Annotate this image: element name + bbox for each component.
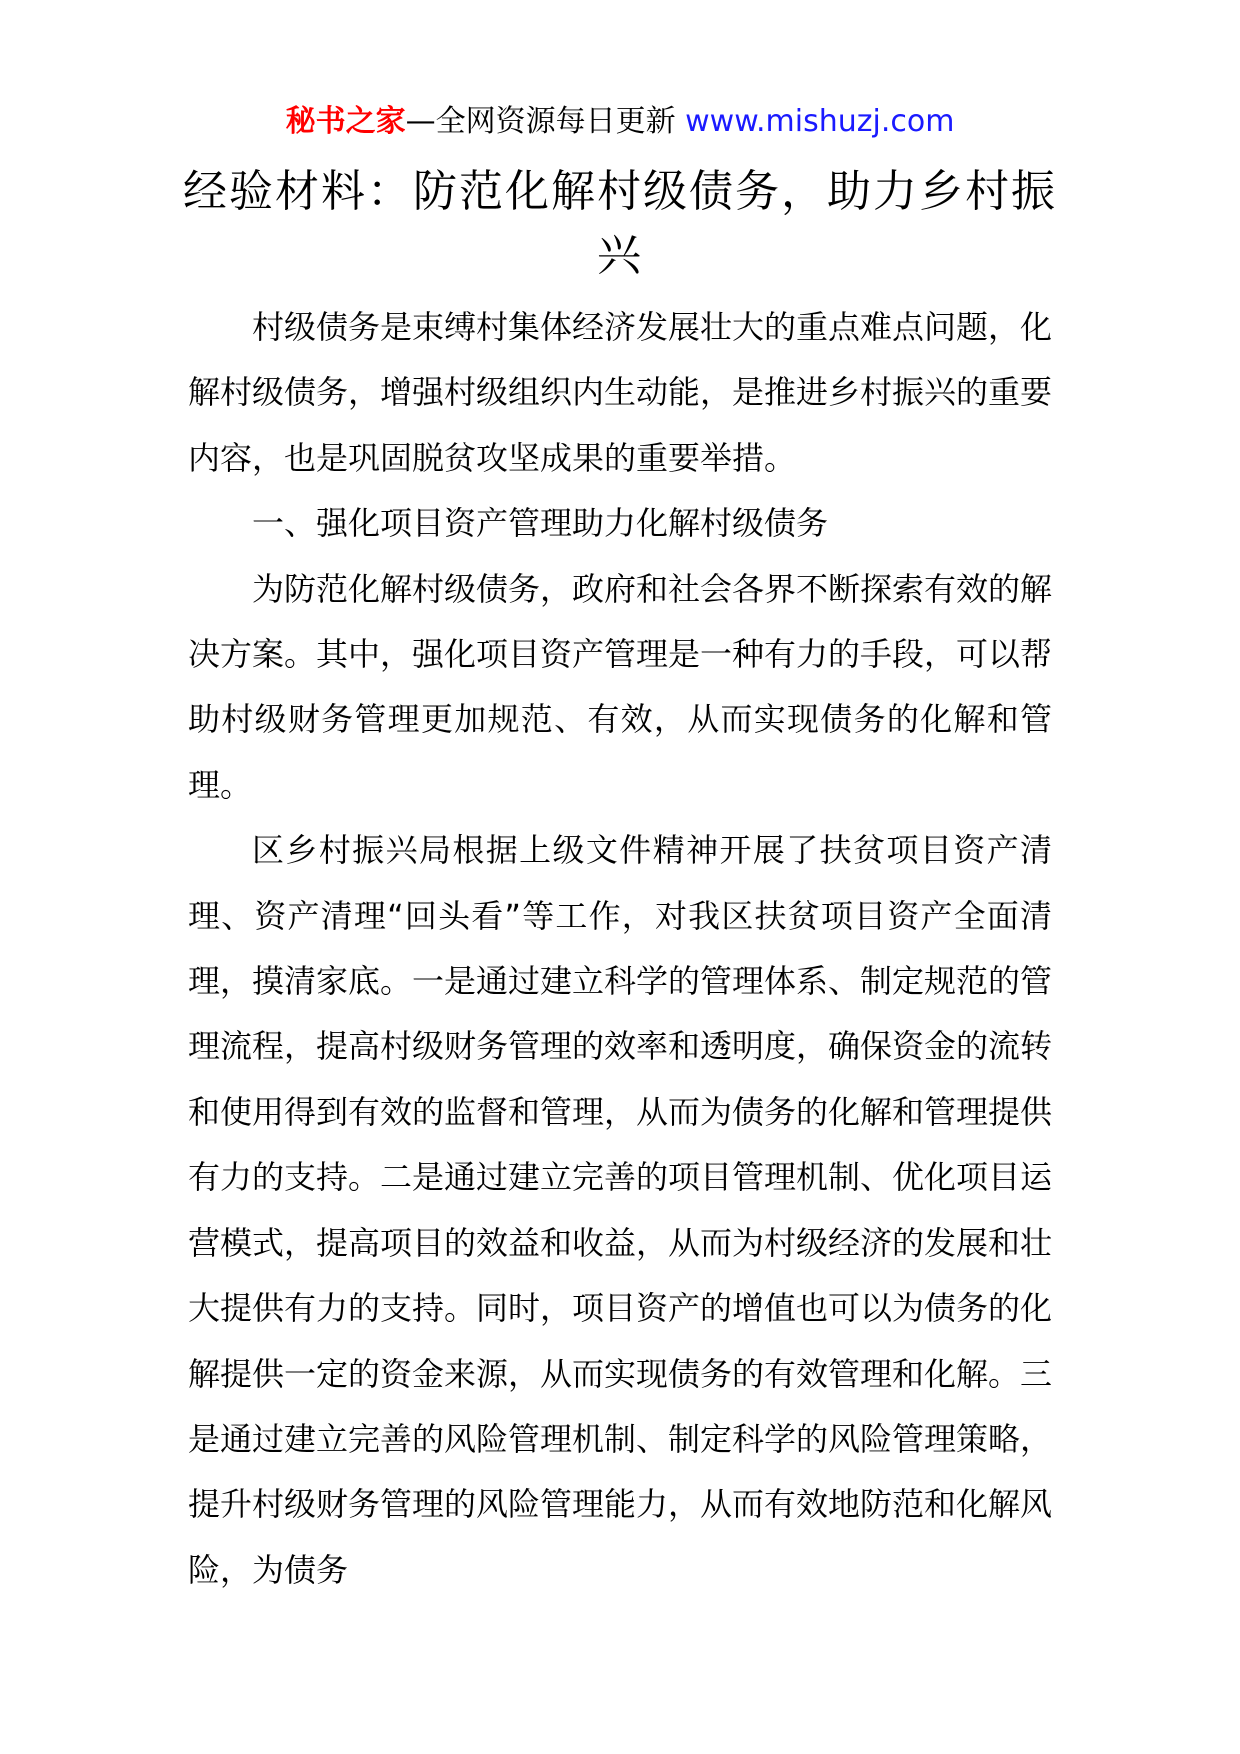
site-header [0, 100, 1240, 144]
site-url-link[interactable]: www.mishuzj.com [685, 104, 955, 139]
paragraph-intro: 村级债务是束缚村集体经济发展壮大的重点难点问题，化解村级债务，增强村级组织内生动能，是推进乡村振兴的重要内容，也是巩固脱贫攻坚成果的重要举措。 [188, 308, 1053, 477]
paragraph-approach: 为防范化解村级债务，政府和社会各界不断探索有效的解决方案。其中，强化项目资产管理是一种有力的手段，可以帮助村级财务管理更加规范、有效，从而实现债务的化解和管理。 [188, 569, 1053, 804]
site-brand: 秘书之家 [285, 104, 406, 139]
document-title: 经验材料：防范化解村级债务，助力乡村振兴 [183, 166, 1057, 281]
paragraph-details: 区乡村振兴局根据上级文件精神开展了扶贫项目资产清理、资产清理“回头看”等工作，对我区扶贫项目资产全面清理，摸清家底。一是通过建立科学的管理体系、制定规范的管理流程，提高村级财务管理的效率和透明度，确保资金的流转和使用得到有效的监督和管理，从而为债务的化解和管理提供有力的支持。二是通过建立完善的项目管理机制、优化项目运营模式，提高项目的效益和收益，从而为村级经济的发展和壮大提供有力的支持。同时，项目资产的增值也可以为债务的化解提供一定的资金来源，从而实现债务的有效管理和化解。三是通过建立完善的风险管理机制、制定科学的风险管理策略，提升村级财务管理的风险管理能力，从而有效地防范和化解风险，为债务 [188, 831, 1053, 1589]
site-tagline: —全网资源每日更新 [405, 104, 686, 139]
document-body [188, 295, 1052, 1603]
section-heading: 一、强化项目资产管理助力化解村级债务 [252, 504, 829, 543]
